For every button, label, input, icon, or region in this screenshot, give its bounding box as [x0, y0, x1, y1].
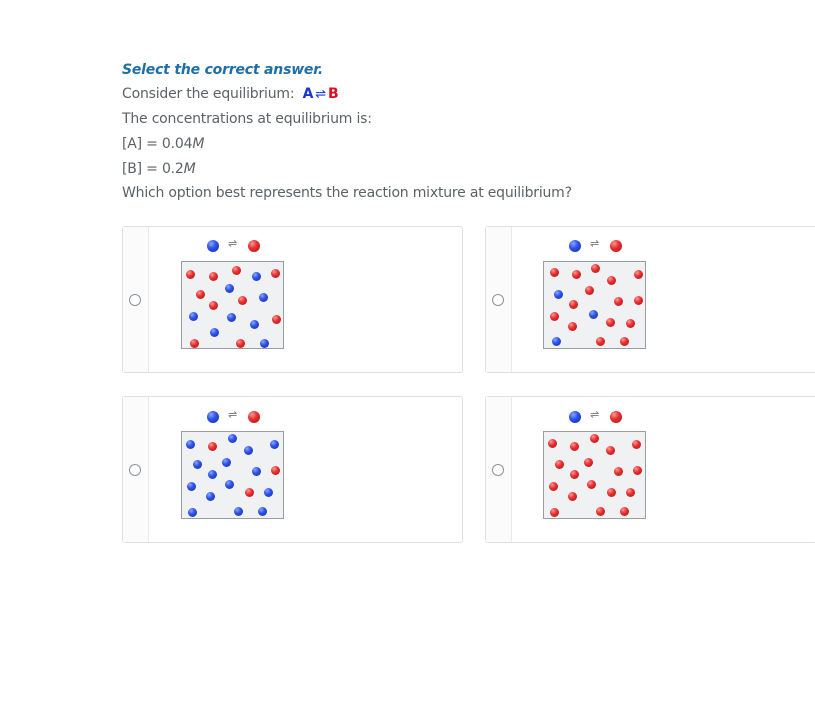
blue-particle [193, 460, 202, 469]
red-particle [186, 270, 195, 279]
blue-ball-icon [569, 411, 581, 423]
option-3-mixture-box [181, 431, 284, 519]
red-particle [572, 270, 581, 279]
option-4-legend [569, 409, 625, 425]
red-particle [587, 480, 596, 489]
legend-arrow: ⇌ [590, 237, 600, 250]
red-particle [614, 467, 623, 476]
red-ball-icon [610, 240, 622, 252]
red-particle [590, 434, 599, 443]
blue-particle [259, 293, 268, 302]
question-prompt: Which option best represents the reaction mixture at equilibrium? [122, 185, 572, 201]
blue-particle [210, 328, 219, 337]
red-particle [549, 482, 558, 491]
blue-particle [252, 272, 261, 281]
red-particle [236, 339, 245, 348]
red-ball-icon [248, 240, 260, 252]
option-2-mixture-box [543, 261, 646, 349]
red-particle [196, 290, 205, 299]
blue-particle [188, 508, 197, 517]
red-particle [569, 300, 578, 309]
red-ball-icon [248, 411, 260, 423]
red-particle [555, 460, 564, 469]
blue-particle [252, 467, 261, 476]
red-particle [550, 268, 559, 277]
blue-particle [225, 480, 234, 489]
red-particle [632, 440, 641, 449]
equilibrium-arrow: ⇌ [315, 87, 326, 102]
concentration-a-unit: M [192, 136, 205, 152]
option-3-radio[interactable] [129, 464, 141, 476]
legend-arrow: ⇌ [228, 408, 238, 421]
red-particle [596, 507, 605, 516]
blue-particle [225, 284, 234, 293]
red-particle [633, 466, 642, 475]
blue-particle [589, 310, 598, 319]
concentration-b-value: [B] = 0.2 [122, 161, 184, 177]
blue-particle [227, 313, 236, 322]
option-1-mixture-box [181, 261, 284, 349]
blue-particle [208, 470, 217, 479]
red-particle [607, 488, 616, 497]
red-particle [568, 322, 577, 331]
blue-particle [222, 458, 231, 467]
species-b: B [327, 86, 339, 102]
red-particle [548, 439, 557, 448]
red-particle [620, 507, 629, 516]
red-particle [596, 337, 605, 346]
red-particle [634, 296, 643, 305]
red-particle [634, 270, 643, 279]
species-a: A [302, 86, 314, 102]
red-particle [271, 269, 280, 278]
blue-particle [186, 440, 195, 449]
blue-particle [552, 337, 561, 346]
blue-ball-icon [569, 240, 581, 252]
consider-text: Consider the equilibrium: [122, 86, 295, 102]
blue-particle [234, 507, 243, 516]
red-particle [245, 488, 254, 497]
red-particle [568, 492, 577, 501]
equilibrium-line [122, 86, 338, 102]
red-particle [606, 318, 615, 327]
option-2-legend [569, 238, 625, 254]
red-particle [626, 319, 635, 328]
blue-particle [264, 488, 273, 497]
option-3-legend [207, 409, 263, 425]
blue-particle [244, 446, 253, 455]
red-particle [238, 296, 247, 305]
answer-option-1[interactable] [122, 226, 463, 373]
red-particle [606, 446, 615, 455]
concentrations-intro: The concentrations at equilibrium is: [122, 111, 372, 127]
red-particle [620, 337, 629, 346]
option-1-radio[interactable] [129, 294, 141, 306]
red-ball-icon [610, 411, 622, 423]
answer-option-4[interactable] [485, 396, 815, 543]
concentration-b [122, 161, 196, 177]
blue-particle [260, 339, 269, 348]
blue-ball-icon [207, 411, 219, 423]
blue-particle [228, 434, 237, 443]
red-particle [614, 297, 623, 306]
blue-particle [189, 312, 198, 321]
red-particle [550, 312, 559, 321]
blue-particle [187, 482, 196, 491]
legend-arrow: ⇌ [228, 237, 238, 250]
red-particle [190, 339, 199, 348]
red-particle [232, 266, 241, 275]
option-2-radio[interactable] [492, 294, 504, 306]
red-particle [607, 276, 616, 285]
red-particle [626, 488, 635, 497]
red-particle [272, 315, 281, 324]
answer-option-3[interactable] [122, 396, 463, 543]
red-particle [591, 264, 600, 273]
red-particle [570, 470, 579, 479]
red-particle [585, 286, 594, 295]
red-particle [271, 466, 280, 475]
instruction: Select the correct answer. [122, 62, 324, 78]
concentration-a [122, 136, 204, 152]
blue-particle [270, 440, 279, 449]
option-4-mixture-box [543, 431, 646, 519]
red-particle [550, 508, 559, 517]
option-1-legend [207, 238, 263, 254]
answer-option-2[interactable] [485, 226, 815, 373]
red-particle [570, 442, 579, 451]
red-particle [208, 442, 217, 451]
legend-arrow: ⇌ [590, 408, 600, 421]
red-particle [584, 458, 593, 467]
blue-particle [250, 320, 259, 329]
blue-particle [258, 507, 267, 516]
concentration-b-unit: M [183, 161, 196, 177]
blue-particle [554, 290, 563, 299]
concentration-a-value: [A] = 0.04 [122, 136, 193, 152]
blue-ball-icon [207, 240, 219, 252]
option-4-radio[interactable] [492, 464, 504, 476]
red-particle [209, 272, 218, 281]
blue-particle [206, 492, 215, 501]
red-particle [209, 301, 218, 310]
